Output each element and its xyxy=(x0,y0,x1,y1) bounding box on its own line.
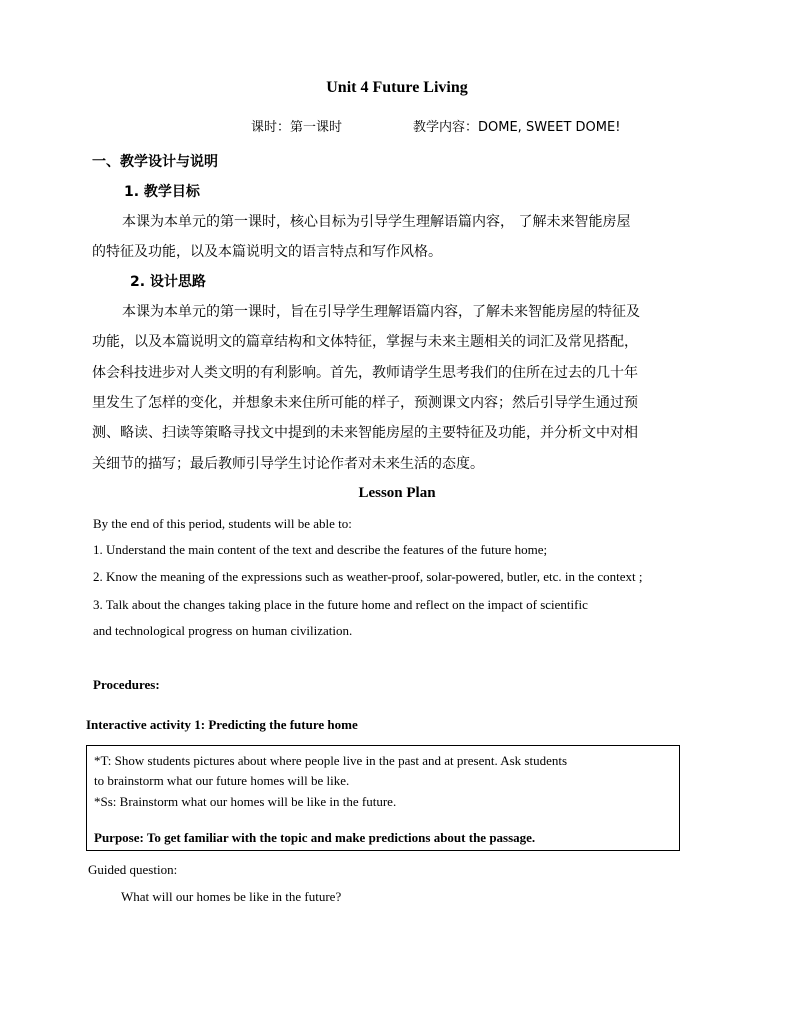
design-line: 里发生了怎样的变化，并想象未来住所可能的样子，预测课文内容；然后引导学生通过预 xyxy=(92,395,638,411)
design-line: 功能，以及本篇说明文的篇章结构和文体特征，掌握与未来主题相关的词汇及常见搭配， xyxy=(92,334,638,350)
purpose-line: Purpose: To get familiar with the topic and make predictions about the passage. xyxy=(94,830,536,845)
lesson-content: 教学内容：DOME, SWEET DOME! xyxy=(413,120,621,135)
box-line: *Ss: Brainstorm what our homes will be like in the future. xyxy=(94,794,397,809)
design-line: 测、略读、扫读等策略寻找文中提到的未来智能房屋的主要特征及功能，并分析文中对相 xyxy=(92,425,638,441)
objectives-intro: By the end of this period, students will be able to: xyxy=(93,516,352,531)
design-line: 体会科技进步对人类文明的有利影响。首先，教师请学生思考我们的住所在过去的几十年 xyxy=(92,365,638,381)
procedures-label: Procedures: xyxy=(93,677,160,692)
guided-question: What will our homes be like in the future? xyxy=(121,889,342,904)
objective-item: 1. Understand the main content of the text and describe the features of the future home; xyxy=(93,542,548,557)
objective-item: 3. Talk about the changes taking place in the future home and reflect on the impact of scientific xyxy=(93,597,588,612)
box-line: to brainstorm what our future homes will be like. xyxy=(94,773,350,788)
goal-line: 的特征及功能，以及本篇说明文的语言特点和写作风格。 xyxy=(92,244,442,260)
unit-title: Unit 4 Future Living xyxy=(326,79,468,96)
section-heading: 一、教学设计与说明 xyxy=(92,154,218,170)
activity-title: Interactive activity 1: Predicting the future home xyxy=(86,717,358,732)
objective-item: and technological progress on human civilization. xyxy=(93,623,353,638)
goal-line: 本课为本单元的第一课时，核心目标为引导学生理解语篇内容， 了解未来智能房屋 xyxy=(122,214,631,230)
lesson-plan-title: Lesson Plan xyxy=(358,485,436,501)
design-line: 本课为本单元的第一课时，旨在引导学生理解语篇内容，了解未来智能房屋的特征及 xyxy=(122,304,640,320)
design-line: 关细节的描写；最后教师引导学生讨论作者对未来生活的态度。 xyxy=(92,456,484,472)
activity-box xyxy=(86,745,680,851)
guided-question-label: Guided question: xyxy=(88,862,178,877)
lesson-period: 课时：第一课时 xyxy=(251,120,343,135)
design-heading: 2. 设计思路 xyxy=(130,274,206,290)
goal-heading: 1. 教学目标 xyxy=(124,184,200,200)
objective-item: 2. Know the meaning of the expressions such as weather-proof, solar-powered, butler, etc. in the context ; xyxy=(93,569,643,584)
box-line: *T: Show students pictures about where people live in the past and at present. Ask students xyxy=(94,753,568,768)
